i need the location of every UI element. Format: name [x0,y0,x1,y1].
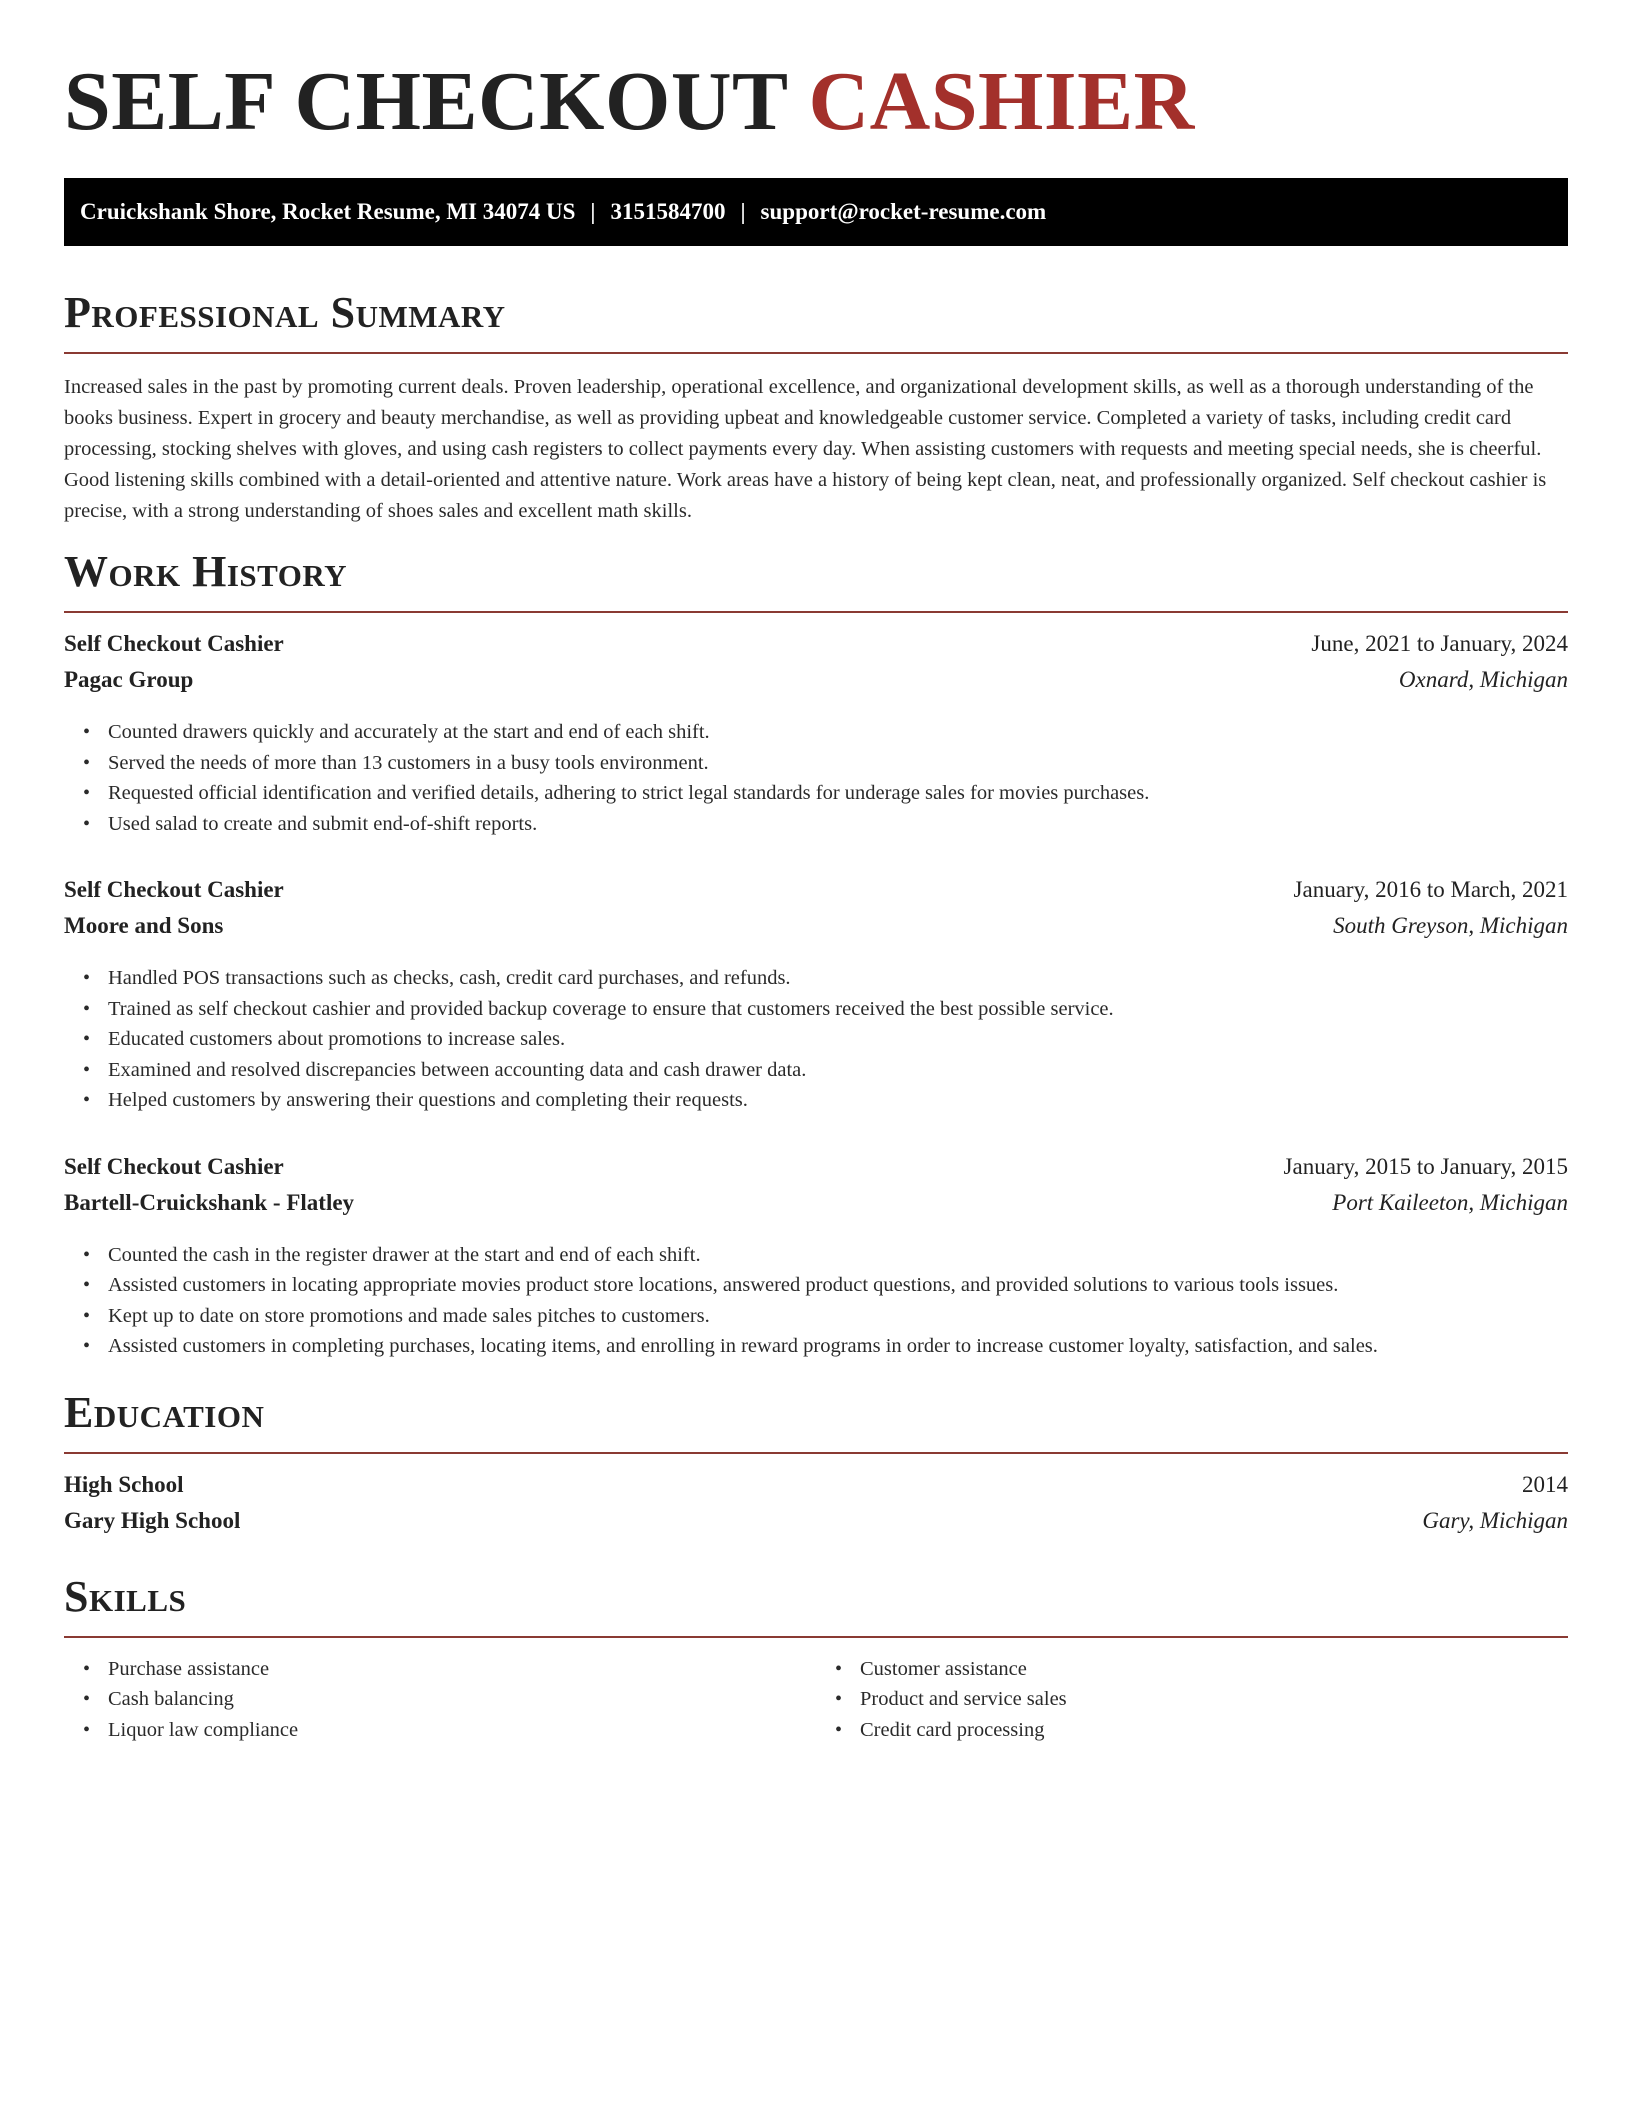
job-company: Pagac Group [64,667,194,692]
list-item: • Helped customers by answering their questions and completing their requests. [108,1085,1568,1116]
skills-list [64,1654,816,1746]
job-title: Self Checkout Cashier [64,877,284,902]
skill-item: • Customer assistance [860,1654,1568,1685]
job-bullets [64,963,1568,1116]
contact-email[interactable]: support@rocket-resume.com [760,199,1047,224]
work-history-section [64,547,1568,1362]
skills-grid [64,1654,1568,1746]
skill-item: • Liquor law compliance [108,1715,816,1746]
list-item: • Counted drawers quickly and accurately at the start and end of each shift. [108,717,1568,748]
name-primary: SELF CHECKOUT [64,55,788,148]
list-item: • Served the needs of more than 13 customers in a busy tools environment. [108,748,1568,779]
skill-item: • Purchase assistance [108,1654,816,1685]
contact-bar [64,178,1568,246]
skills-section [64,1572,1568,1746]
list-item: • Used salad to create and submit end-of-shift reports. [108,809,1568,840]
job-dates: January, 2016 to March, 2021 [1293,877,1568,902]
list-item: • Examined and resolved discrepancies between accounting data and cash drawer data. [108,1055,1568,1086]
education-year: 2014 [1522,1471,1568,1497]
list-item: • Requested official identification and verified details, adhering to strict legal standards for underage sales for movies purchases. [108,778,1568,809]
education-degree: High School [64,1471,184,1497]
name-accent: CASHIER [808,55,1195,148]
skills-column-left [64,1654,816,1746]
section-title: Skills [64,1571,187,1621]
list-item: • Trained as self checkout cashier and provided backup coverage to ensure that customers received the best possible service. [108,994,1568,1025]
summary-section [64,288,1568,527]
job-entry [64,1154,1568,1362]
section-divider [64,611,1568,613]
education-school: Gary High School [64,1507,241,1533]
section-divider [64,1636,1568,1638]
list-item: • Assisted customers in locating appropriate movies product store locations, answered product questions, and provided solutions to various tools issues. [108,1270,1568,1301]
education-section [64,1388,1568,1544]
resume-name [64,52,1568,152]
contact-address: Cruickshank Shore, Rocket Resume, MI 34074 US [80,199,576,224]
skill-item: • Credit card processing [860,1715,1568,1746]
contact-separator: | [590,199,596,224]
job-entry [64,877,1568,1116]
job-company: Bartell-Cruickshank - Flatley [64,1189,355,1215]
section-divider [64,1452,1568,1454]
list-item: • Counted the cash in the register drawer at the start and end of each shift. [108,1240,1568,1271]
education-entry [64,1472,1568,1544]
summary-text: Increased sales in the past by promoting current deals. Proven leadership, operational excellence, and organizational development skills, as well as a thorough understanding of the books business. Expert in grocery and beauty merchandise, as well as providing upbeat and knowledgeable customer service. Completed a variety of tasks, including credit card processing, stocking shelves with gloves, and using cash registers to collect payments every day. When assisting customers with requests and meeting special needs, she is cheerful. Good listening skills combined with a detail-oriented and attentive nature. Work areas have a history of being kept clean, neat, and professionally organized. Self checkout cashier is precise, with a strong understanding of shoes sales and excellent math skills. [64,376,1547,522]
section-divider [64,352,1568,354]
job-title: Self Checkout Cashier [64,1153,284,1179]
list-item: • Handled POS transactions such as checks, cash, credit card purchases, and refunds. [108,963,1568,994]
job-location: Port Kaileeton, Michigan [1332,1189,1568,1215]
contact-separator: | [740,199,746,224]
education-location: Gary, Michigan [1422,1507,1568,1533]
section-title: Education [64,1387,265,1437]
job-title: Self Checkout Cashier [64,631,284,656]
job-location: South Greyson, Michigan [1333,913,1568,938]
list-item: • Assisted customers in completing purchases, locating items, and enrolling in reward programs in order to increase customer loyalty, satisfaction, and sales. [108,1331,1568,1362]
contact-phone: 3151584700 [610,199,726,224]
skill-item: • Product and service sales [860,1684,1568,1715]
section-title: Professional Summary [64,288,506,337]
job-company: Moore and Sons [64,913,224,938]
job-dates: June, 2021 to January, 2024 [1311,631,1568,656]
skills-list [816,1654,1568,1746]
job-entry [64,631,1568,839]
skills-column-right [816,1654,1568,1746]
job-location: Oxnard, Michigan [1398,667,1568,692]
section-title: Work History [64,547,348,596]
job-dates: January, 2015 to January, 2015 [1283,1153,1568,1179]
list-item: • Educated customers about promotions to increase sales. [108,1024,1568,1055]
job-bullets [64,717,1568,839]
skill-item: • Cash balancing [108,1684,816,1715]
list-item: • Kept up to date on store promotions and made sales pitches to customers. [108,1301,1568,1332]
job-bullets [64,1240,1568,1362]
